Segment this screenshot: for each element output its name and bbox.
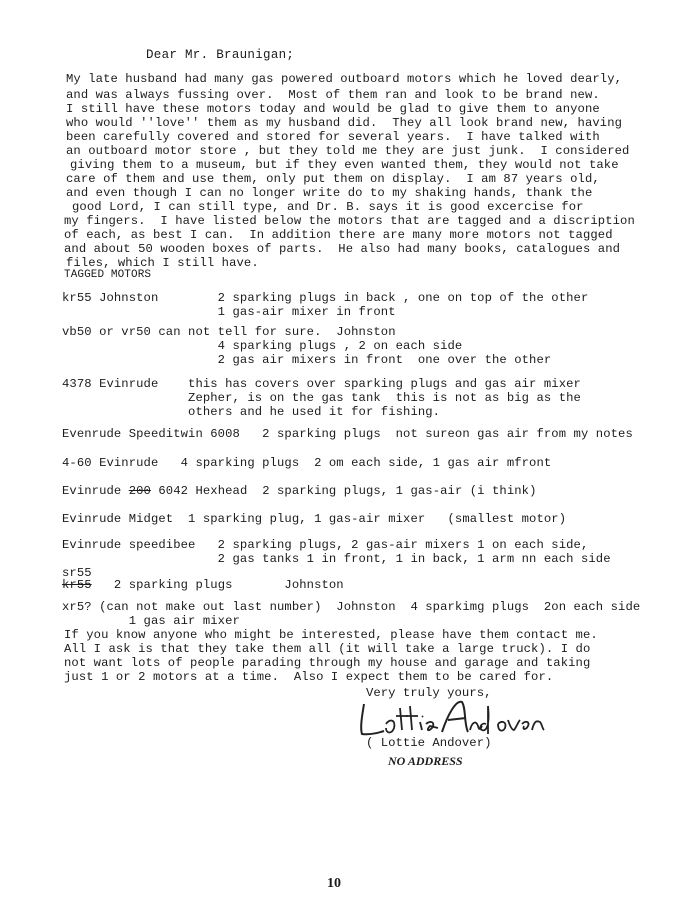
motor-line: 2 gas air mixers in front one over the other <box>62 353 552 367</box>
motor-brand: Evinrude <box>62 484 129 498</box>
motor-line <box>62 578 344 592</box>
motor-line: 1 gas-air mixer in front <box>62 305 396 319</box>
motor-line: Zepher, is on the gas tank this is not as big as the <box>62 391 581 405</box>
motor-line: Evenrude Speeditwin 6008 2 sparking plugs not sureon gas air from my notes <box>62 427 633 441</box>
motor-line: 4-60 Evinrude 4 sparking plugs 2 om each side, 1 gas air mfront <box>62 456 552 470</box>
motor-line: kr55 Johnston 2 sparking plugs in back , one on top of the other <box>62 291 589 305</box>
typed-name: ( Lottie Andover) <box>366 736 492 750</box>
body-line: an outboard motor store , but they told me they are just junk. I considered <box>66 144 630 158</box>
body-line: and was always fussing over. Most of them ran and look to be brand new. <box>66 88 600 102</box>
closing-line: All I ask is that they take them all (it will take a large truck). I do <box>64 642 591 656</box>
motor-line: 1 gas air mixer <box>62 614 240 628</box>
body-line: been carefully covered and stored for several years. I have talked with <box>66 130 600 144</box>
struck-model-number: 200 <box>128 484 151 498</box>
body-line: I still have these motors today and would be glad to give them to anyone <box>66 102 600 116</box>
motor-line: Evinrude Midget 1 sparking plug, 1 gas-air mixer (smallest motor) <box>62 512 567 526</box>
body-line: files, which I still have. <box>66 256 259 270</box>
motor-line: 2 gas tanks 1 in front, 1 in back, 1 arm nn each side <box>62 552 611 566</box>
motor-line: others and he used it for fishing. <box>62 405 441 419</box>
motor-description: 2 sparking plugs Johnston <box>91 578 344 592</box>
motor-line: xr5? (can not make out last number) Johnston 4 sparkimg plugs 2on each side <box>62 600 641 614</box>
body-line: my fingers. I have listed below the motors that are tagged and a discription <box>64 214 635 228</box>
closing-line: not want lots of people parading through my house and garage and taking <box>64 656 591 670</box>
body-line: and even though I can no longer write do to my shaking hands, thank the <box>66 186 593 200</box>
body-line: My late husband had many gas powered outboard motors which he loved dearly, <box>66 72 623 86</box>
no-address-note: NO ADDRESS <box>388 754 463 768</box>
body-line: and about 50 wooden boxes of parts. He also had many books, catalogues and <box>64 242 621 256</box>
motor-line: 4378 Evinrude this has covers over sparking plugs and gas air mixer <box>62 377 581 391</box>
motor-line: 4 sparking plugs , 2 on each side <box>62 339 463 353</box>
page-number: 10 <box>327 876 341 891</box>
salutation: Dear Mr. Braunigan; <box>146 48 295 62</box>
motor-line: vb50 or vr50 can not tell for sure. Johnston <box>62 325 396 339</box>
closing-line: If you know anyone who might be interested, please have them contact me. <box>64 628 598 642</box>
body-line: good Lord, I can still type, and Dr. B. says it is good excercise for <box>72 200 584 214</box>
struck-model: kr55 <box>62 578 92 592</box>
motor-description: 6042 Hexhead 2 sparking plugs, 1 gas-air (i think) <box>150 484 537 498</box>
motor-line: Evinrude speedibee 2 sparking plugs, 2 gas-air mixers 1 on each side, <box>62 538 589 552</box>
motor-line: sr55 <box>62 566 92 580</box>
valediction: Very truly yours, <box>366 686 492 700</box>
body-line: giving them to a museum, but if they even wanted them, they would not take <box>70 158 619 172</box>
tagged-motors-heading: TAGGED MOTORS <box>64 269 152 281</box>
body-line: who would ''love'' them as my husband did. They all look brand new, having <box>66 116 623 130</box>
closing-line: just 1 or 2 motors at a time. Also I expect them to be cared for. <box>64 670 554 684</box>
body-line: of each, as best I can. In addition there are many more motors not tagged <box>64 228 613 242</box>
motor-line <box>62 484 537 498</box>
body-line: care of them and use them, only put them on display. I am 87 years old, <box>66 172 600 186</box>
handwritten-signature <box>356 694 556 740</box>
